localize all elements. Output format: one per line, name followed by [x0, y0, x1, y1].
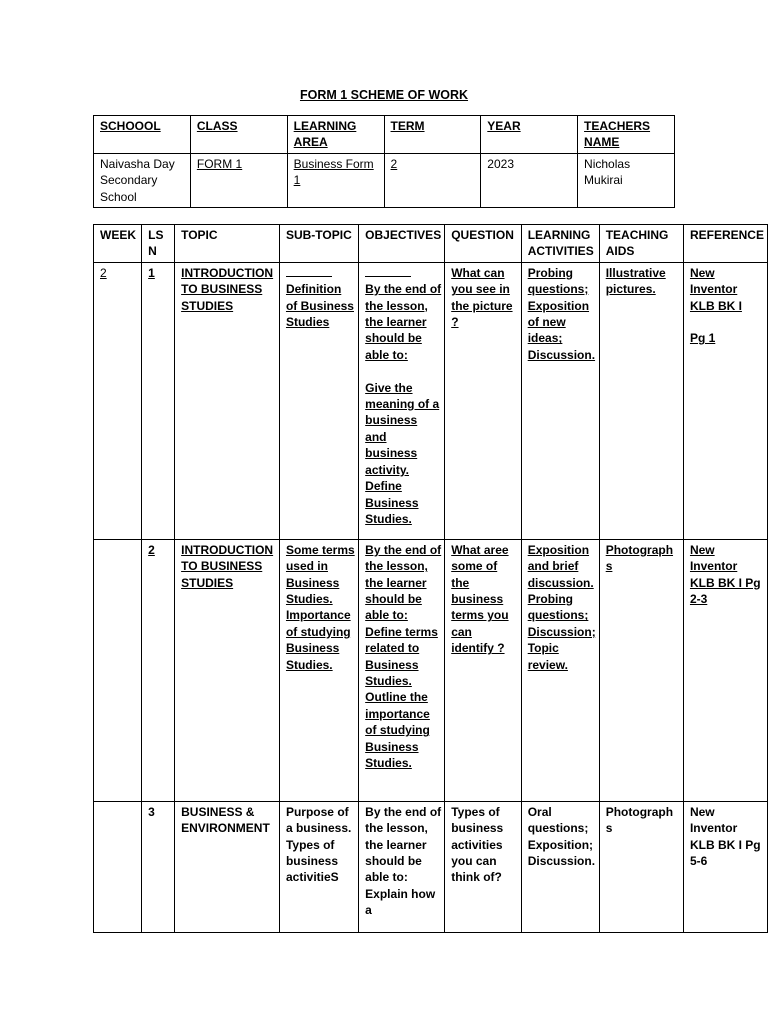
info-header-learning-area: LEARNING AREA [287, 116, 384, 154]
row-question: What can you see in the picture ? [445, 262, 521, 539]
row-objectives-body: Give the meaning of a business and business activity. Define Business Studies. [365, 380, 440, 526]
info-value-learning-area: Business Form 1 [287, 153, 384, 207]
header-objectives: OBJECTIVES [359, 225, 445, 263]
info-value-school: Naivasha Day Secondary School [94, 153, 191, 207]
row-lsn: 2 [142, 539, 175, 801]
row-week [94, 539, 142, 801]
info-value-class: FORM 1 [190, 153, 287, 207]
table-row [94, 801, 768, 932]
row-question: Types of business activities you can think of? [445, 801, 521, 932]
header-week: WEEK [94, 225, 142, 263]
header-teaching-aids: TEACHING AIDS [599, 225, 683, 263]
scheme-header-row [94, 225, 768, 263]
row-objectives: By the end of the lesson, the learner should be able to: Define terms related to Business Studies. Outline the importance of studying Business Studies. [359, 539, 445, 801]
row-week [94, 801, 142, 932]
table-row [94, 539, 768, 801]
info-value-year: 2023 [481, 153, 578, 207]
row-teaching-aids: Photograph s [599, 539, 683, 801]
row-sub-topic [279, 262, 358, 539]
info-value-teachers-name: Nicholas Mukirai [578, 153, 675, 207]
row-reference [683, 262, 767, 539]
row-topic: INTRODUCTION TO BUSINESS STUDIES [175, 262, 280, 539]
info-header-term: TERM [384, 116, 481, 154]
header-learning-activities: LEARNING ACTIVITIES [521, 225, 599, 263]
info-header-class: CLASS [190, 116, 287, 154]
row-week: 2 [94, 262, 142, 539]
header-topic: TOPIC [175, 225, 280, 263]
school-info-table [93, 115, 675, 208]
info-value-row [94, 153, 675, 207]
info-header-row [94, 116, 675, 154]
row-sub-topic-text: Definition of Business Studies [285, 282, 354, 330]
blank-line [365, 268, 411, 277]
info-header-school: SCHOOOL [94, 116, 191, 154]
header-sub-topic: SUB-TOPIC [279, 225, 358, 263]
row-teaching-aids: Illustrative pictures. [599, 262, 683, 539]
row-reference: New Inventor KLB BK I Pg 2-3 [683, 539, 767, 801]
row-lsn: 1 [142, 262, 175, 539]
row-teaching-aids: Photograph s [599, 801, 683, 932]
row-objectives: By the end of the lesson, the learner should be able to: Explain how a [359, 801, 445, 932]
row-learning-activities: Probing questions; Exposition of new ideas; Discussion. [521, 262, 599, 539]
row-learning-activities: Exposition and brief discussion. Probing questions; Discussion; Topic review. [521, 539, 599, 801]
page-title: FORM 1 SCHEME OF WORK [299, 88, 469, 102]
row-topic: BUSINESS & ENVIRONMENT [175, 801, 280, 932]
table-row [94, 262, 768, 539]
row-reference: New Inventor KLB BK I Pg 5-6 [683, 801, 767, 932]
row-learning-activities: Oral questions; Exposition; Discussion. [521, 801, 599, 932]
row-sub-topic: Purpose of a business. Types of business activitieS [279, 801, 358, 932]
header-reference: REFERENCE [683, 225, 767, 263]
scheme-of-work-table [93, 224, 768, 933]
row-sub-topic: Some terms used in Business Studies. Importance of studying Business Studies. [279, 539, 358, 801]
row-objectives [359, 262, 445, 539]
row-reference-text: New Inventor KLB BK I [689, 265, 742, 313]
info-header-teachers-name: TEACHERS NAME [578, 116, 675, 154]
blank-line [286, 268, 332, 277]
row-reference-page: Pg 1 [689, 331, 716, 346]
row-objectives-intro: By the end of the lesson, the learner should be able to: [365, 282, 442, 362]
row-question: What aree some of the business terms you can identify ? [445, 539, 521, 801]
row-lsn: 3 [142, 801, 175, 932]
info-header-year: YEAR [481, 116, 578, 154]
info-value-term: 2 [384, 153, 481, 207]
header-lsn: LS N [142, 225, 175, 263]
row-topic: INTRODUCTION TO BUSINESS STUDIES [175, 539, 280, 801]
header-question: QUESTION [445, 225, 521, 263]
